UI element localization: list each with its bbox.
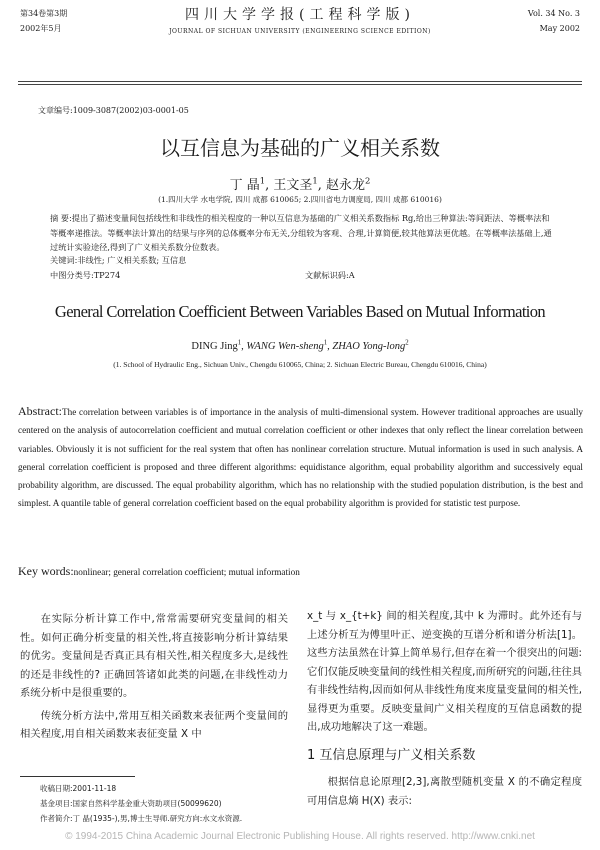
authors-en <box>0 341 600 352</box>
author-3-en-sup: 2 <box>405 339 409 347</box>
title-cn: 以互信息为基础的广义相关系数 <box>160 136 440 160</box>
running-header-right <box>528 6 580 36</box>
author-2-en: , WANG Wen-sheng <box>241 341 324 352</box>
keywords-en-label: Key words: <box>18 564 74 578</box>
abstract-en-text: The correlation between variables is of importance in the analysis of multi-dimensional system. However traditional approaches are usually centered on the analysis of autocorrelation coefficient and mutual correlation coefficient or other indexes that only reflect the linear correlation between variables. Obviously it is not sufficient for the real system that often has nonlinear correlation structure. Mutual information is used in such analysis. A general correlation coefficient is proposed and three different algorithms: equidistance algorithm, equal probability algorithm and successively equal probability algorithm, are discussed. The equal probability algorithm, which has no relationship with the studied population distribution, is the best and simplest. A quantile table of general correlation coefficient based on the equal probability algorithm is provided for statistic test purpose. <box>18 407 583 509</box>
author-3-cn: , 赵永龙 <box>317 178 366 193</box>
date-cn: 2002年5月 <box>20 24 62 33</box>
author-3-sup: 2 <box>365 175 371 186</box>
classification-code: 中图分类号:TP274 <box>50 270 121 280</box>
header-rule-thin <box>18 84 582 85</box>
article-number: 文章编号:1009-3087(2002)03-0001-05 <box>38 106 189 115</box>
title-en: General Correlation Coefficient Between Variables Based on Mutual Information <box>54 302 546 321</box>
journal-name-cn: 四川大学学报(工程科学版) <box>185 7 415 23</box>
abstract-cn-text: 提出了描述变量间包括线性和非线性的相关程度的一种以互信息为基础的广义相关系数指标 Rg,给出三种算法:等间距法、等概率法和等概率递推法。等概率法计算出的结果与序列的总体概率分布无关,分组较为客观、合理,计算简便,较其他算法更优越。在等概率法基础上,通过统计实验途径,得到了广义相关系数分位数表。 <box>50 213 552 252</box>
section-heading-1: 1 互信息原理与广义相关系数 <box>307 747 476 763</box>
body-left-column <box>20 610 288 744</box>
footnotes <box>40 781 300 826</box>
keywords-cn <box>50 255 186 266</box>
footnote-received: 收稿日期:2001-11-18 <box>40 784 117 793</box>
abstract-en <box>18 402 583 513</box>
author-2-cn: , 王文圣 <box>265 178 313 193</box>
body-right-paragraph-2: 根据信息论原理[2,3],离散型随机变量 X 的不确定程度可用信息熵 H(X) 表示: <box>307 776 582 807</box>
abstract-cn <box>50 211 555 255</box>
affiliations-en: (1. School of Hydraulic Eng., Sichuan Univ., Chengdu 610065, China; 2. Sichuan Electric Bureau, Chengdu 610016, China) <box>113 360 487 369</box>
running-header-left <box>20 6 67 36</box>
author-2-sup: 1 <box>312 175 318 186</box>
body-left-paragraph-2: 传统分析方法中,常用互相关函数来表征两个变量间的相关程度,用自相关函数来表征变量 X 中 <box>20 709 288 740</box>
abstract-en-label: Abstract: <box>18 404 62 418</box>
keywords-en-text: nonlinear; general correlation coefficient; mutual information <box>73 567 300 577</box>
author-1-en: DING Jing <box>191 341 238 352</box>
body-right-column <box>307 607 582 810</box>
journal-name-en: JOURNAL OF SICHUAN UNIVERSITY (ENGINEERING SCIENCE EDITION) <box>169 28 431 35</box>
keywords-cn-text: 非线性; 广义相关系数; 互信息 <box>77 255 187 265</box>
body-right-paragraph-1: x_t 与 x_{t+k} 间的相关程度,其中 k 为滞时。此外还有与上述分析互为傅里叶正、逆变换的互谱分析和谱分析法[1]。这些方法虽然在计算上简单易行,但存在着一个很突出的问题:它们仅能反映变量间的线性相关程度,而所研究的问题,往往具有非线性结构,因而如何从非线性角度来度量变量间的相关性,显得更为重要。反映变量间广义相关程度的互信息函数的提出,成功地解决了这一难题。 <box>307 610 582 733</box>
footnote-rule <box>20 776 135 777</box>
keywords-en <box>18 564 300 579</box>
keywords-cn-label: 关键词: <box>50 255 78 265</box>
abstract-cn-label: 摘 要: <box>50 213 72 223</box>
author-3-en: , ZHAO Yong-long <box>327 341 406 352</box>
running-header-center <box>150 4 450 35</box>
body-left-paragraph-1: 在实际分析计算工作中,常常需要研究变量间的相关性。如何正确分析变量的相关性,将直接影响分析计算结果的优劣。变量间是否真正具有相关性,相关程度多大,是线性的还是非线性的? 正确回答诸如此类的问题,在非线性动力系统分析中是很重要的。 <box>20 613 288 699</box>
footnote-author: 作者简介:丁 晶(1935-),男,博士生导师.研究方向:水文水资源. <box>40 814 243 823</box>
footnote-fund: 基金项目:国家自然科学基金重大资助项目(50099620) <box>40 799 222 808</box>
author-1-cn: 丁 晶 <box>229 178 260 193</box>
copyright-watermark: © 1994-2015 China Academic Journal Electronic Publishing House. All rights reserved. http://www.cnki.net <box>65 831 535 842</box>
affiliations-cn: (1.四川大学 水电学院, 四川 成都 610065; 2.四川省电力调度局, 四川 成都 610016) <box>158 195 442 204</box>
author-1-sup: 1 <box>259 175 266 186</box>
volume-issue-en: Vol. 34 No. 3 <box>527 9 580 18</box>
authors-cn <box>0 174 600 193</box>
author-2-en-sup: 1 <box>323 339 328 347</box>
header-rule <box>18 81 582 82</box>
date-en: May 2002 <box>539 24 580 33</box>
document-code: 文献标识码:A <box>305 270 355 280</box>
volume-issue-cn: 第34卷第3期 <box>20 9 68 18</box>
author-1-en-sup: 1 <box>237 339 242 347</box>
